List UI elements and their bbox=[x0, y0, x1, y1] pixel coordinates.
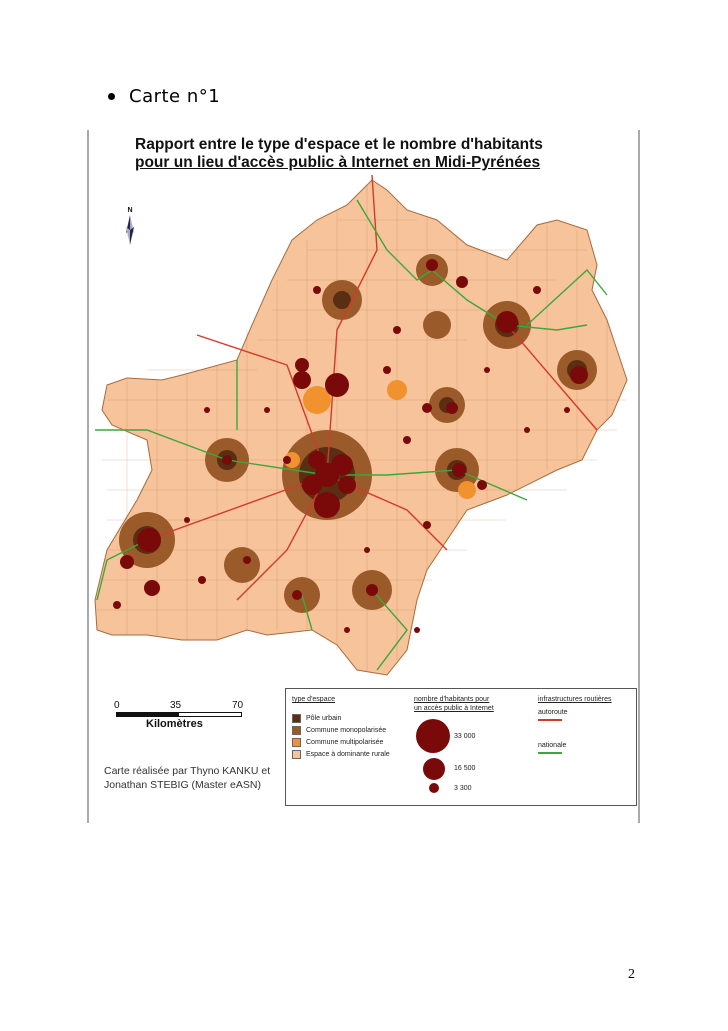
legend-circle-medium bbox=[423, 758, 445, 780]
map-credit bbox=[104, 764, 274, 792]
map-title-line2: pour un lieu d'accès public à Internet en Midi-Pyrénées bbox=[135, 154, 541, 171]
swatch-multipolarisee bbox=[292, 738, 301, 747]
legend-space-title: type d'espace bbox=[292, 696, 335, 703]
legend-label: Pôle urbain bbox=[306, 715, 342, 722]
legend-road-autoroute-label: autoroute bbox=[538, 709, 568, 716]
scale-tick-2: 70 bbox=[232, 700, 244, 711]
legend-circle-large bbox=[416, 719, 450, 753]
scale-tick-1: 35 bbox=[170, 700, 182, 711]
page-number: 2 bbox=[628, 967, 635, 982]
swatch-pole-urbain bbox=[292, 714, 301, 723]
legend-label: Commune monopolarisée bbox=[306, 727, 387, 734]
scale-tick-0: 0 bbox=[114, 700, 120, 711]
legend-circle-value-large: 33 000 bbox=[454, 733, 476, 740]
swatch-rurale bbox=[292, 750, 301, 759]
credit-line1: Carte réalisée par Thyno KANKU et bbox=[104, 765, 271, 777]
bullet-icon bbox=[108, 93, 115, 100]
scale-unit: Kilomètres bbox=[146, 718, 203, 730]
legend-item-monopolarisee bbox=[292, 726, 386, 735]
legend-circle-value-medium: 16 500 bbox=[454, 765, 476, 772]
legend-road-autoroute-line bbox=[538, 719, 562, 721]
section-heading: Carte n°1 bbox=[129, 86, 221, 107]
legend-item-pole-urbain bbox=[292, 714, 341, 723]
north-arrow-icon bbox=[126, 207, 134, 245]
legend-circle-value-small: 3 300 bbox=[454, 785, 472, 792]
legend-circle-title-2: un accès public à Internet bbox=[414, 705, 494, 712]
map-title-line1: Rapport entre le type d'espace et le nombre d'habitants bbox=[135, 136, 543, 153]
legend-circle-small bbox=[429, 783, 439, 793]
heading-line bbox=[108, 86, 220, 107]
credit-line2: Jonathan STEBIG (Master eASN) bbox=[104, 779, 261, 791]
scale-bar bbox=[108, 700, 268, 730]
legend-circle-title-1: nombre d'habitants pour bbox=[414, 696, 490, 703]
legend-label: Commune multipolarisée bbox=[306, 739, 384, 746]
legend-item-multipolarisee bbox=[292, 738, 383, 747]
legend-road-nationale-line bbox=[538, 752, 562, 754]
swatch-monopolarisee bbox=[292, 726, 301, 735]
legend-roads-title: infrastructures routières bbox=[538, 696, 612, 703]
legend-label: Espace à dominante rurale bbox=[306, 751, 390, 758]
north-label: N bbox=[127, 207, 133, 214]
legend-item-rurale bbox=[292, 750, 390, 759]
scale-bar-graphic bbox=[116, 712, 242, 717]
map-title bbox=[135, 136, 543, 172]
legend-road-nationale-label: nationale bbox=[538, 742, 567, 749]
map-legend bbox=[285, 688, 637, 806]
